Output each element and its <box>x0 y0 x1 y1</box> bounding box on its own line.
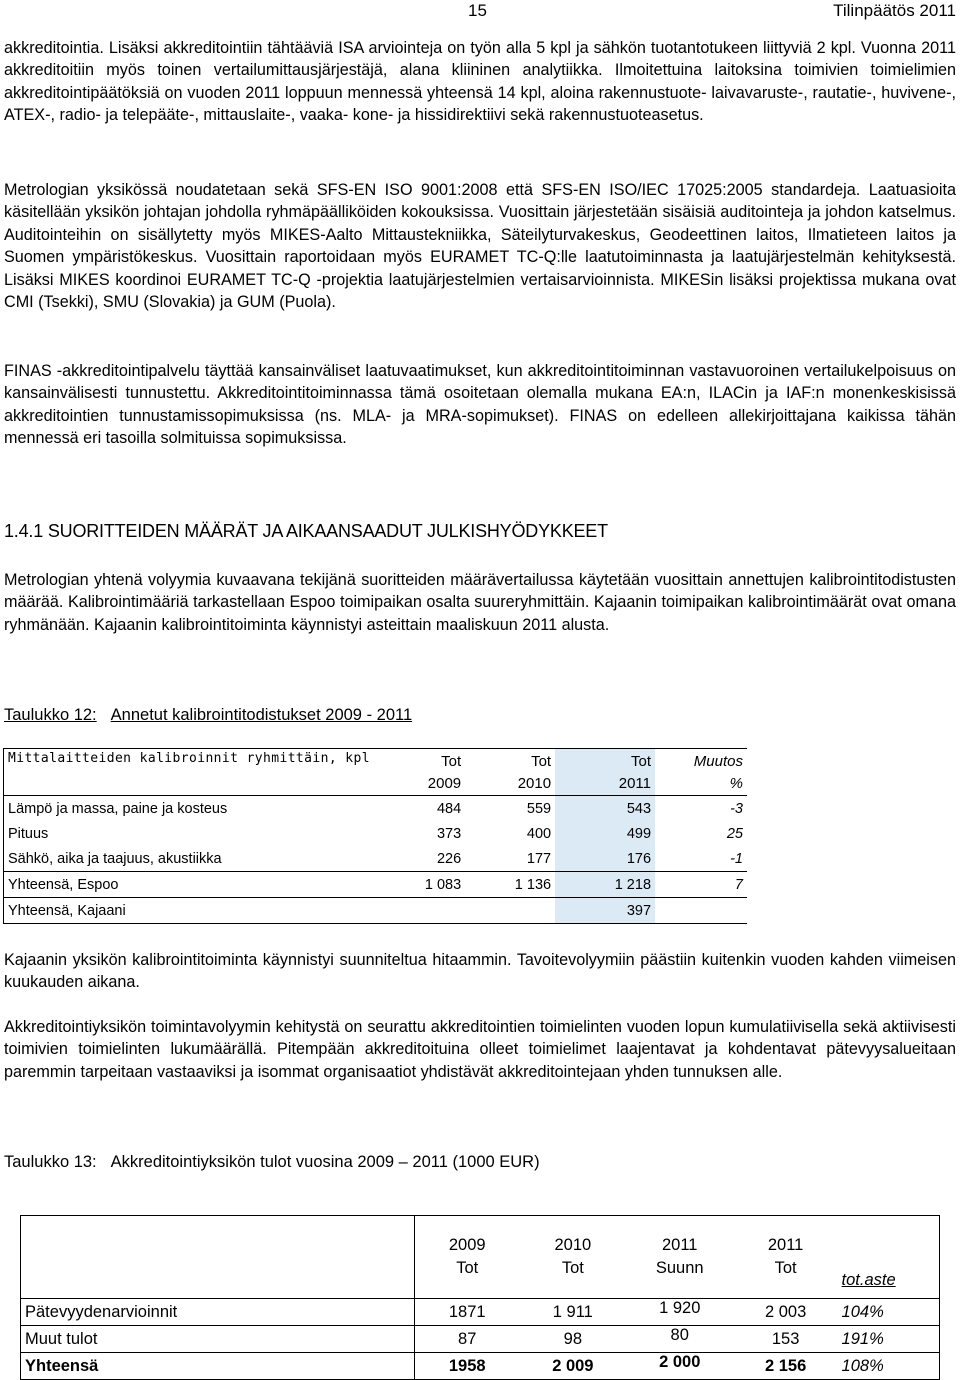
table12-label: Taulukko 12: <box>4 706 97 724</box>
table-row: Lämpö ja massa, paine ja kosteus 484 559 543 -3 <box>4 796 748 822</box>
document-title: Tilinpäätös 2011 <box>833 1 956 20</box>
page-number: 15 <box>468 1 487 20</box>
table-row: Pituus 373 400 499 25 <box>4 821 748 846</box>
header-group: Mittalaitteiden kalibroinnit ryhmittäin, kpl <box>4 749 376 796</box>
table13-label: Taulukko 13: <box>4 1153 97 1171</box>
table-header-row <box>21 1216 940 1299</box>
income-table <box>20 1215 940 1380</box>
header-2009: Tot 2009 <box>375 749 465 796</box>
section-heading: 1.4.1 SUORITTEIDEN MÄÄRÄT JA AIKAANSAADUT JULKISHYÖDYKKEET <box>4 521 608 541</box>
paragraph-kajaani: Kajaanin yksikön kalibrointitoiminta käynnistyi suunniteltua hitaammin. Tavoitevolyymiin päästiin kuitenkin vuoden kahden viimeisen kuukauden aikana. <box>4 951 956 992</box>
header-change: Muutos % <box>655 749 747 796</box>
table-row: Sähkö, aika ja taajuus, akustiikka 226 177 176 -1 <box>4 846 748 872</box>
calibration-table <box>3 748 747 924</box>
header-2011-plan: 2011 Suunn <box>626 1216 734 1299</box>
header-2010: Tot 2010 <box>465 749 555 796</box>
paragraph-metrology-quality: Metrologian yksikössä noudatetaan sekä SFS-EN ISO 9001:2008 että SFS-EN ISO/IEC 17025:2005 standardeja. Laatuasioita käsitellään yksikön johtajan johdolla ryhmäpäälliköiden kokouksissa. Vuosittain järjestetään sisäisiä auditointeja ja johdon katselmus. Auditointeihin on sisällytetty myös MIKES-Aalto Mittaustekniikka, Säteilyturvakeskus, Geodeettinen laitos, Ilmatieteen laitos ja Suomen ympäristökeskus. Vuosittain raportoidaan myös EURAMET TC-Q:lle laatutoiminnasta ja laatujärjestelmän kehityksestä. Lisäksi MIKES koordinoi EURAMET TC-Q -projektia laatujärjestelmien vertaisarvioinnista. MIKESin lisäksi projektissa mukana ovat CMI (Tsekki), SMU (Slovakia) ja GUM (Puola). <box>4 181 956 312</box>
paragraph-finas: FINAS -akkreditointipalvelu täyttää kansainväliset laatuvaatimukset, kun akkreditointitoiminnan vastavuoroinen vertailukelpoisuus on kansainvälisesti tunnustettu. Akkreditointitoiminnassa tämä osoitetaan olemalla mukana EA:n, ILACin ja IAF:n monenkeskisissä akkreditointien tunnustamissopimuksissa (ns. MLA- ja MRA-sopimukset). FINAS on edelleen allekirjoittajana kaikissa tähän mennessä eri tasoilla solmituissa sopimuksissa. <box>4 362 956 448</box>
header-2010: 2010 Tot <box>520 1216 626 1299</box>
table-row-total: Yhteensä 1958 2 009 2 000 2 156 108% <box>21 1353 940 1380</box>
table12-title: Annetut kalibrointitodistukset 2009 - 2011 <box>110 706 413 724</box>
paragraph-volume: Metrologian yhtenä volyymia kuvaavana tekijänä suoritteiden määrävertailussa käytetään vuosittain annettujen kalibrointitodistusten määrää. Kalibrointimääriä tarkastellaan Espoo toimipaikan osalta suureryhmittäin. Kajaanin toimipaikan kalibrointimäärät ovat omana ryhmänään. Kajaanin kalibrointitoiminta käynnistyi asteittain maaliskuun 2011 alusta. <box>4 571 956 634</box>
table-row: Muut tulot 87 98 80 153 191% <box>21 1326 940 1353</box>
page-header <box>0 0 960 24</box>
table13-caption <box>4 1153 540 1172</box>
table12-caption <box>4 706 412 725</box>
header-completion: tot.aste <box>838 1216 940 1299</box>
table-header-row <box>4 749 748 796</box>
paragraph-accreditation-volume: Akkreditointiyksikön toimintavolyymin kehitystä on seurattu akkreditointien toimielinten vuoden lopun kumulatiivisella sekä aktiivisesti toimivien toimielinten lukumäärällä. Pitempään akkreditoituina olleet toimielimet laajentavat ja kohdentavat pätevyysalueitaan paremmin tarpeitaan vastaaviksi ja isommat organisaatiot yhdistävät akkreditointejaan yhden tunnuksen alle. <box>4 1018 956 1081</box>
paragraph-accreditation: akkreditointia. Lisäksi akkreditointiin tähtääviä ISA arviointeja on työn alla 5 kpl ja sähkön tuotantotukeen liittyviä 2 kpl. Vuonna 2011 akkreditoitiin myös toinen vertailumittausjärjestäjä, alana kliininen analytiikka. Ilmoitettuina laitoksina toimivien toimielimien akkreditointipäätöksiä on vuoden 2011 loppuun mennessä yhteensä 14 kpl, aloina rakennustuote- laivavaruste-, rautatie-, huvivene-, ATEX-, radio- ja telepääte-, mittauslaite-, vaaka- kone- ja hissidirektiivi sekä rakennustuoteasetus. <box>4 39 956 125</box>
table-row-total-espoo: Yhteensä, Espoo 1 083 1 136 1 218 7 <box>4 872 748 898</box>
table-row: Pätevyydenarvioinnit 1871 1 911 1 920 2 003 104% <box>21 1299 940 1326</box>
header-2009: 2009 Tot <box>414 1216 520 1299</box>
table13-title: Akkreditointiyksikön tulot vuosina 2009 – 2011 (1000 EUR) <box>110 1153 540 1171</box>
header-2011: Tot 2011 <box>555 749 655 796</box>
header-2011-actual: 2011 Tot <box>734 1216 838 1299</box>
table-row-total-kajaani: Yhteensä, Kajaani 397 <box>4 898 748 924</box>
